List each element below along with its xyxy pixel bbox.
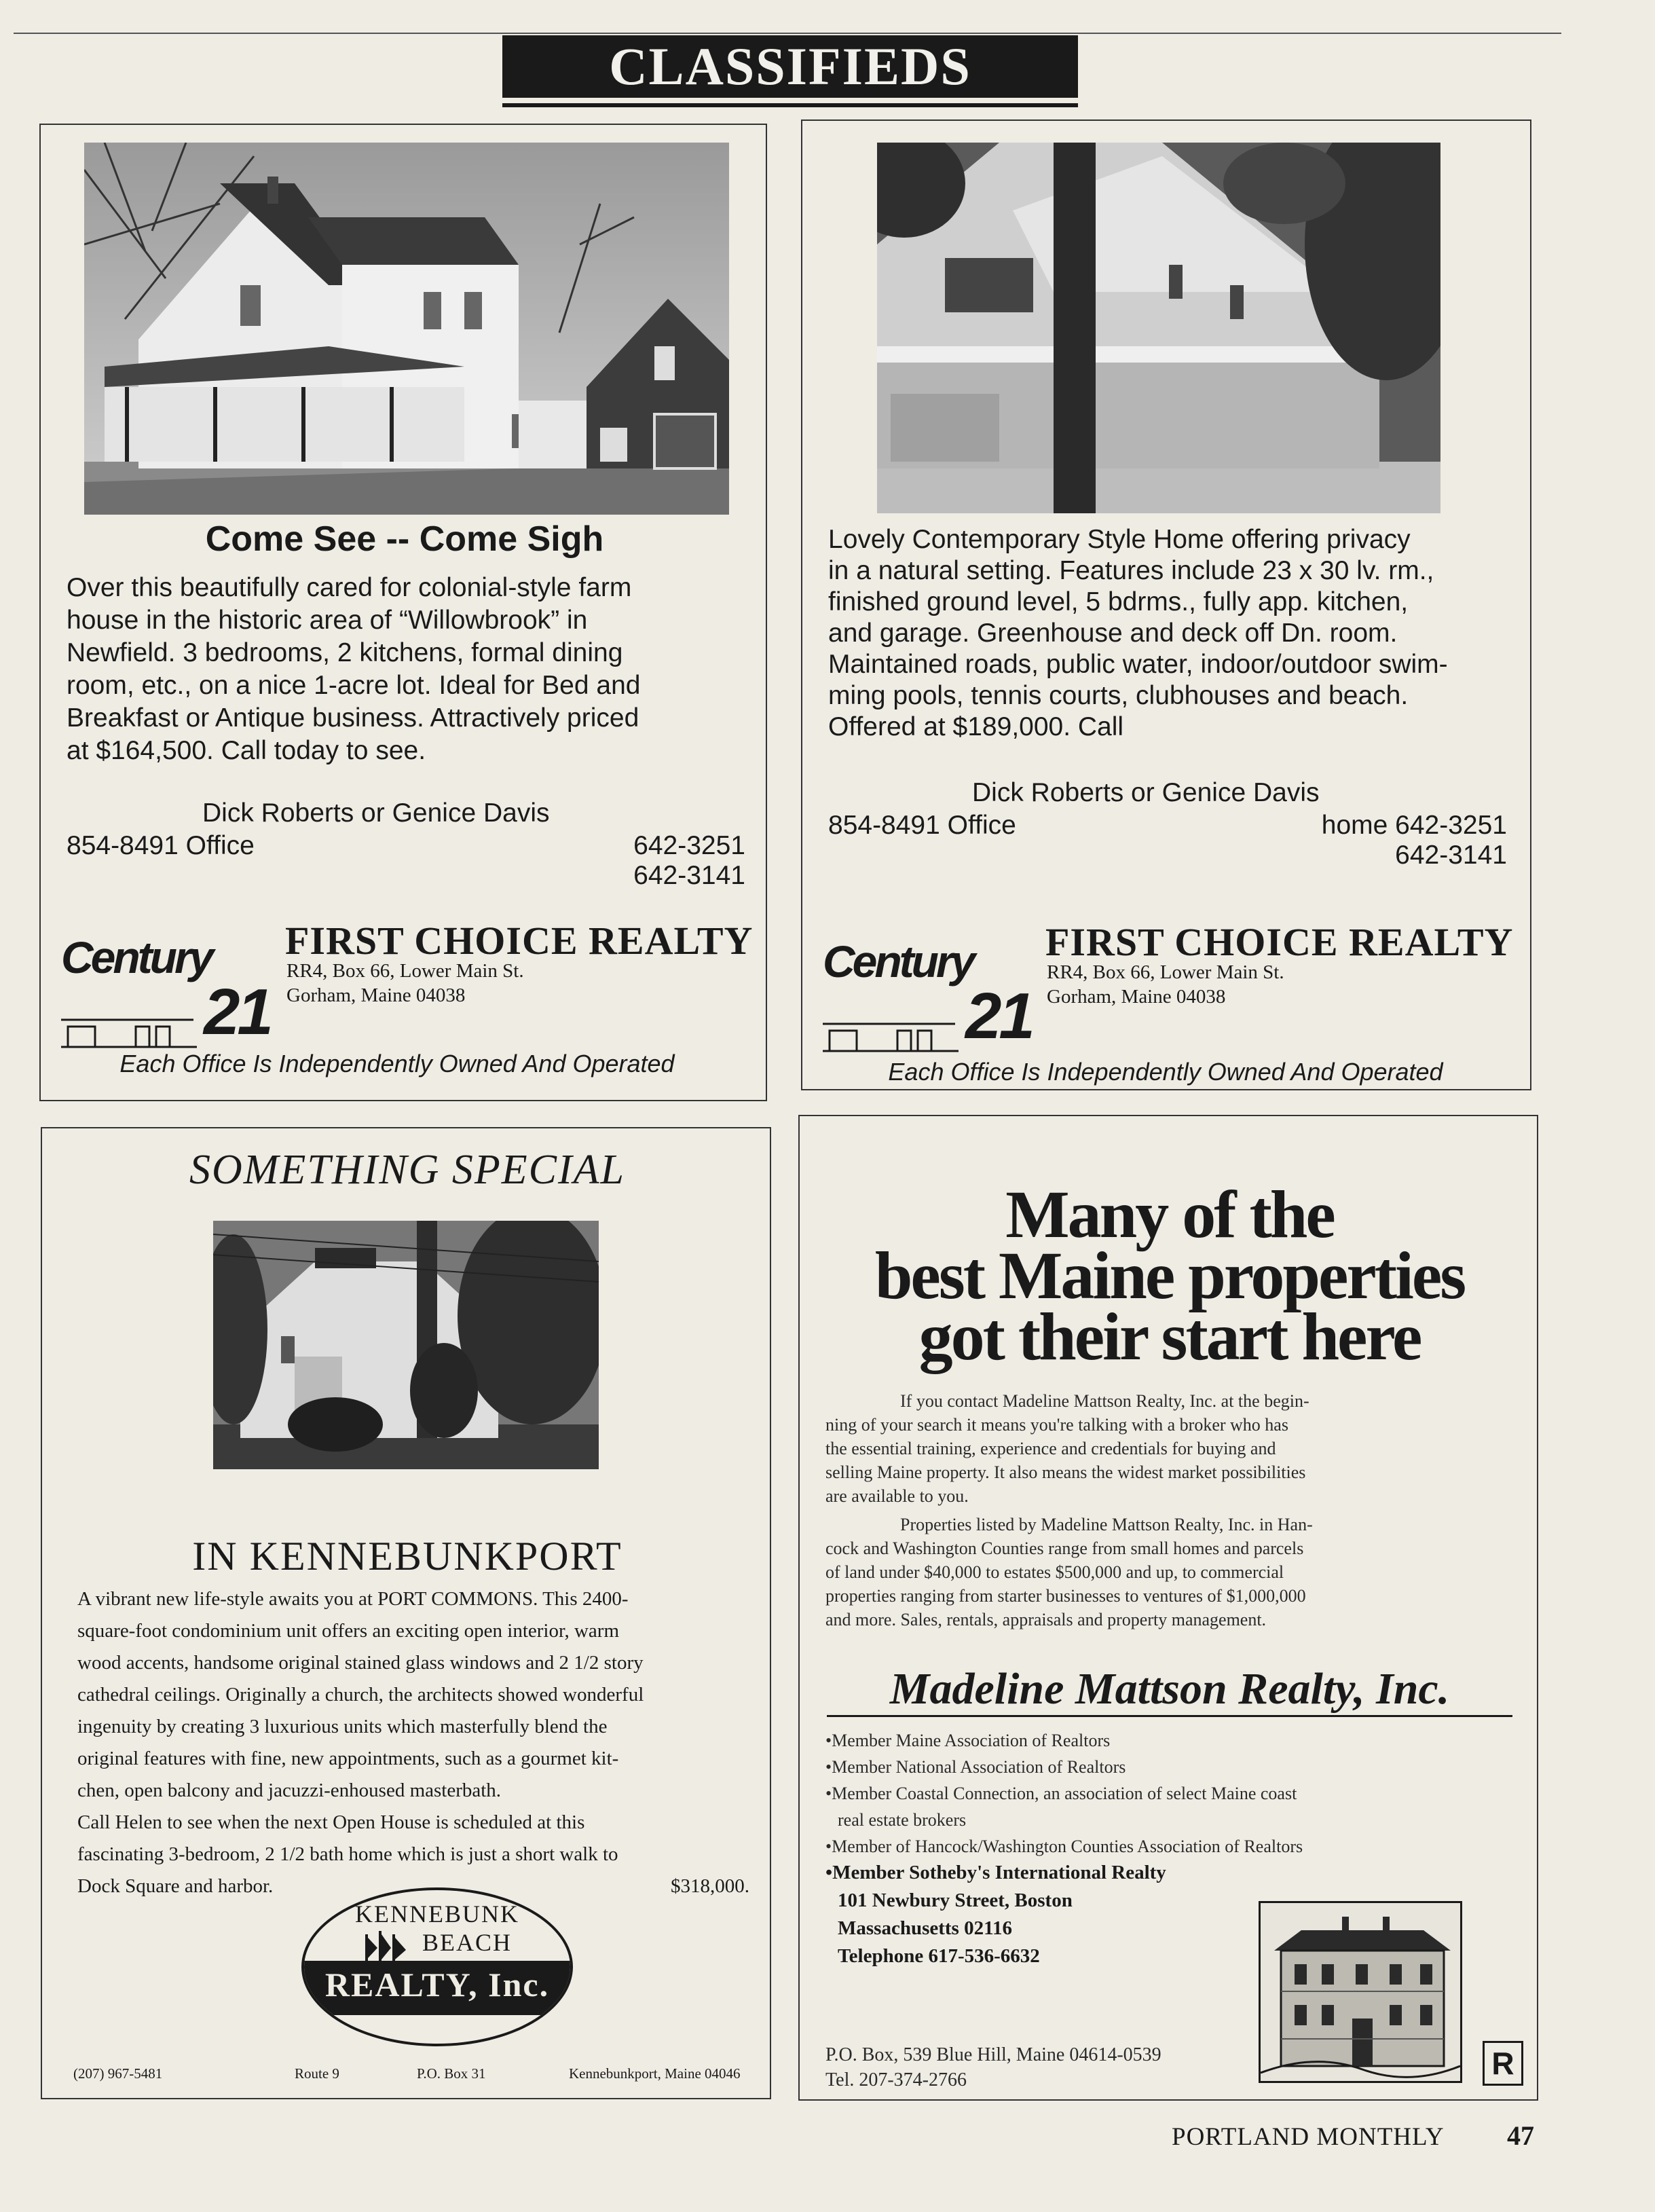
ad1-phone2: 642-3141 [633, 861, 745, 890]
farmhouse-photo [84, 143, 729, 515]
text-line: original features with fine, new appointments, such as a gourmet kit- [77, 1748, 619, 1769]
ad4-contact: P.O. Box, 539 Blue Hill, Maine 04614-0539 Tel. 207-374-2766 [825, 2044, 1161, 2090]
text-line: finished ground level, 5 bdrms., fully app. kitchen, [828, 587, 1409, 616]
text-line: wood accents, handsome original stained glass windows and 2 1/2 story [77, 1652, 644, 1674]
ad-madeline-mattson [798, 1115, 1538, 2101]
text-line: in a natural setting. Features include 23 x 30 lv. rm., [828, 556, 1434, 585]
text-line: Over this beautifully cared for colonial-style farm [67, 573, 632, 602]
text-line: Maintained roads, public water, indoor/outdoor swim- [828, 650, 1448, 679]
text-line: A vibrant new life-style awaits you at PORT COMMONS. This 2400- [77, 1588, 629, 1610]
text-line: Breakfast or Antique business. Attractively priced [67, 703, 639, 733]
ad4-sothebys: •Member Sotheby's International Realty 101 Newbury Street, Boston Massachusetts 02116 Telephone 617-536-6632 [825, 1862, 1166, 1967]
realtor-logo: R [1483, 2041, 1523, 2086]
top-rule [14, 33, 1561, 34]
ad2-tagline: Each Office Is Independently Owned And Operated [888, 1058, 1443, 1086]
ad-contemporary [801, 119, 1531, 1090]
text-line: room, etc., on a nice 1-acre lot. Ideal for Bed and [67, 671, 641, 700]
text-line: fascinating 3-bedroom, 2 1/2 bath home which is just a short walk to [77, 1843, 618, 1865]
page-number: 47 [1507, 2120, 1534, 2151]
ad3-title: SOMETHING SPECIAL [189, 1147, 625, 1193]
ad2-realty-name: FIRST CHOICE REALTY [1045, 920, 1514, 964]
ad3-route: Route 9 [295, 2065, 339, 2082]
company-underline [827, 1715, 1512, 1717]
ad1-phone1: 642-3251 [633, 831, 745, 860]
ad1-agents: Dick Roberts or Genice Davis [202, 798, 550, 828]
ad4-paragraph-2: Properties listed by Madeline Mattson Realty, Inc. in Han- cock and Washington Counties range from small homes and parcels of land under $40,000 to estates $500,000 and up, to commercial properties ranging from starter businesses to ventures of $1,000,000 and more. Sales, rentals, appraisals and property management. [825, 1515, 1313, 1629]
ad2-phone2: 642-3141 [1395, 841, 1507, 870]
ad3-subtitle: IN KENNEBUNKPORT [192, 1534, 622, 1579]
ad2-home-phone: home 642-3251 [1321, 811, 1507, 840]
ad3-description [77, 1583, 749, 1902]
century21-logo: Century 21 [823, 936, 1033, 1052]
contemporary-photo [877, 143, 1440, 513]
text-line: Offered at $189,000. Call [828, 712, 1124, 741]
ad1-office-phone: 854-8491 Office [67, 831, 255, 860]
title-underline [502, 103, 1078, 107]
ad4-headline: Many of the best Maine properties got their start here [874, 1177, 1465, 1374]
ad4-memberships: •Member Maine Association of Realtors •Member National Association of Realtors •Member Coastal Connection, an association of select Maine coast real estate brokers •Member of Hancock/Washington Counties Association of Realtors [825, 1731, 1303, 1856]
text-line: Newfield. 3 bedrooms, 2 kitchens, formal dining [67, 638, 623, 667]
ad3-footer [73, 2065, 752, 2086]
ad2-description [828, 524, 1521, 743]
ad1-address: RR4, Box 66, Lower Main St. Gorham, Maine 04038 [286, 960, 524, 1006]
text-line: ming pools, tennis courts, clubhouses and beach. [828, 681, 1409, 710]
text-line: Lovely Contemporary Style Home offering privacy [828, 525, 1411, 554]
ad2-agents: Dick Roberts or Genice Davis [972, 778, 1320, 807]
text-line: house in the historic area of “Willowbrook” in [67, 606, 588, 635]
ad3-price: $318,000. [671, 1875, 749, 1897]
ad3-city: Kennebunkport, Maine 04046 [569, 2065, 741, 2082]
ad3-phone: (207) 967-5481 [73, 2065, 163, 2082]
text-line: Dock Square and harbor. [77, 1875, 274, 1897]
ad2-address: RR4, Box 66, Lower Main St. Gorham, Maine 04038 [1047, 961, 1284, 1008]
section-title: CLASSIFIEDS [502, 35, 1078, 98]
century21-logo: Century 21 [61, 932, 271, 1048]
text-line: chen, open balcony and jacuzzi-enhoused masterbath. [77, 1780, 502, 1801]
kennebunk-beach-realty-logo: KENNEBUNK BEACH REALTY, Inc. [301, 1887, 573, 2046]
ad2-office-phone: 854-8491 Office [828, 811, 1016, 840]
church-photo [213, 1221, 599, 1469]
magazine-name: PORTLAND MONTHLY [1172, 2123, 1445, 2151]
ad3-pobox: P.O. Box 31 [417, 2065, 486, 2082]
ad4-paragraph-1: If you contact Madeline Mattson Realty, Inc. at the begin- ning of your search it means you're talking with a broker who has the essential training, experience and credentials for buying and selling Maine property. It also means the widest market possibilities are available to you. [825, 1391, 1309, 1506]
ad1-headline: Come See -- Come Sigh [205, 519, 604, 559]
text-line: and garage. Greenhouse and deck off Dn. room. [828, 619, 1398, 648]
text-line: square-foot condominium unit offers an exciting open interior, warm [77, 1620, 620, 1642]
ad1-realty-name: FIRST CHOICE REALTY [285, 919, 754, 963]
text-line: cathedral ceilings. Originally a church, the architects showed wonderful [77, 1684, 644, 1706]
ad-farmhouse [39, 124, 767, 1101]
ad1-description [67, 572, 752, 767]
ad-kennebunkport [41, 1127, 771, 2099]
text-line: ingenuity by creating 3 luxurious units which masterfully blend the [77, 1716, 608, 1737]
ad1-tagline: Each Office Is Independently Owned And Operated [119, 1050, 675, 1077]
ad4-company-name: Madeline Mattson Realty, Inc. [889, 1664, 1450, 1714]
text-line: Call Helen to see when the next Open House is scheduled at this [77, 1811, 585, 1833]
text-line: at $164,500. Call today to see. [67, 736, 426, 765]
